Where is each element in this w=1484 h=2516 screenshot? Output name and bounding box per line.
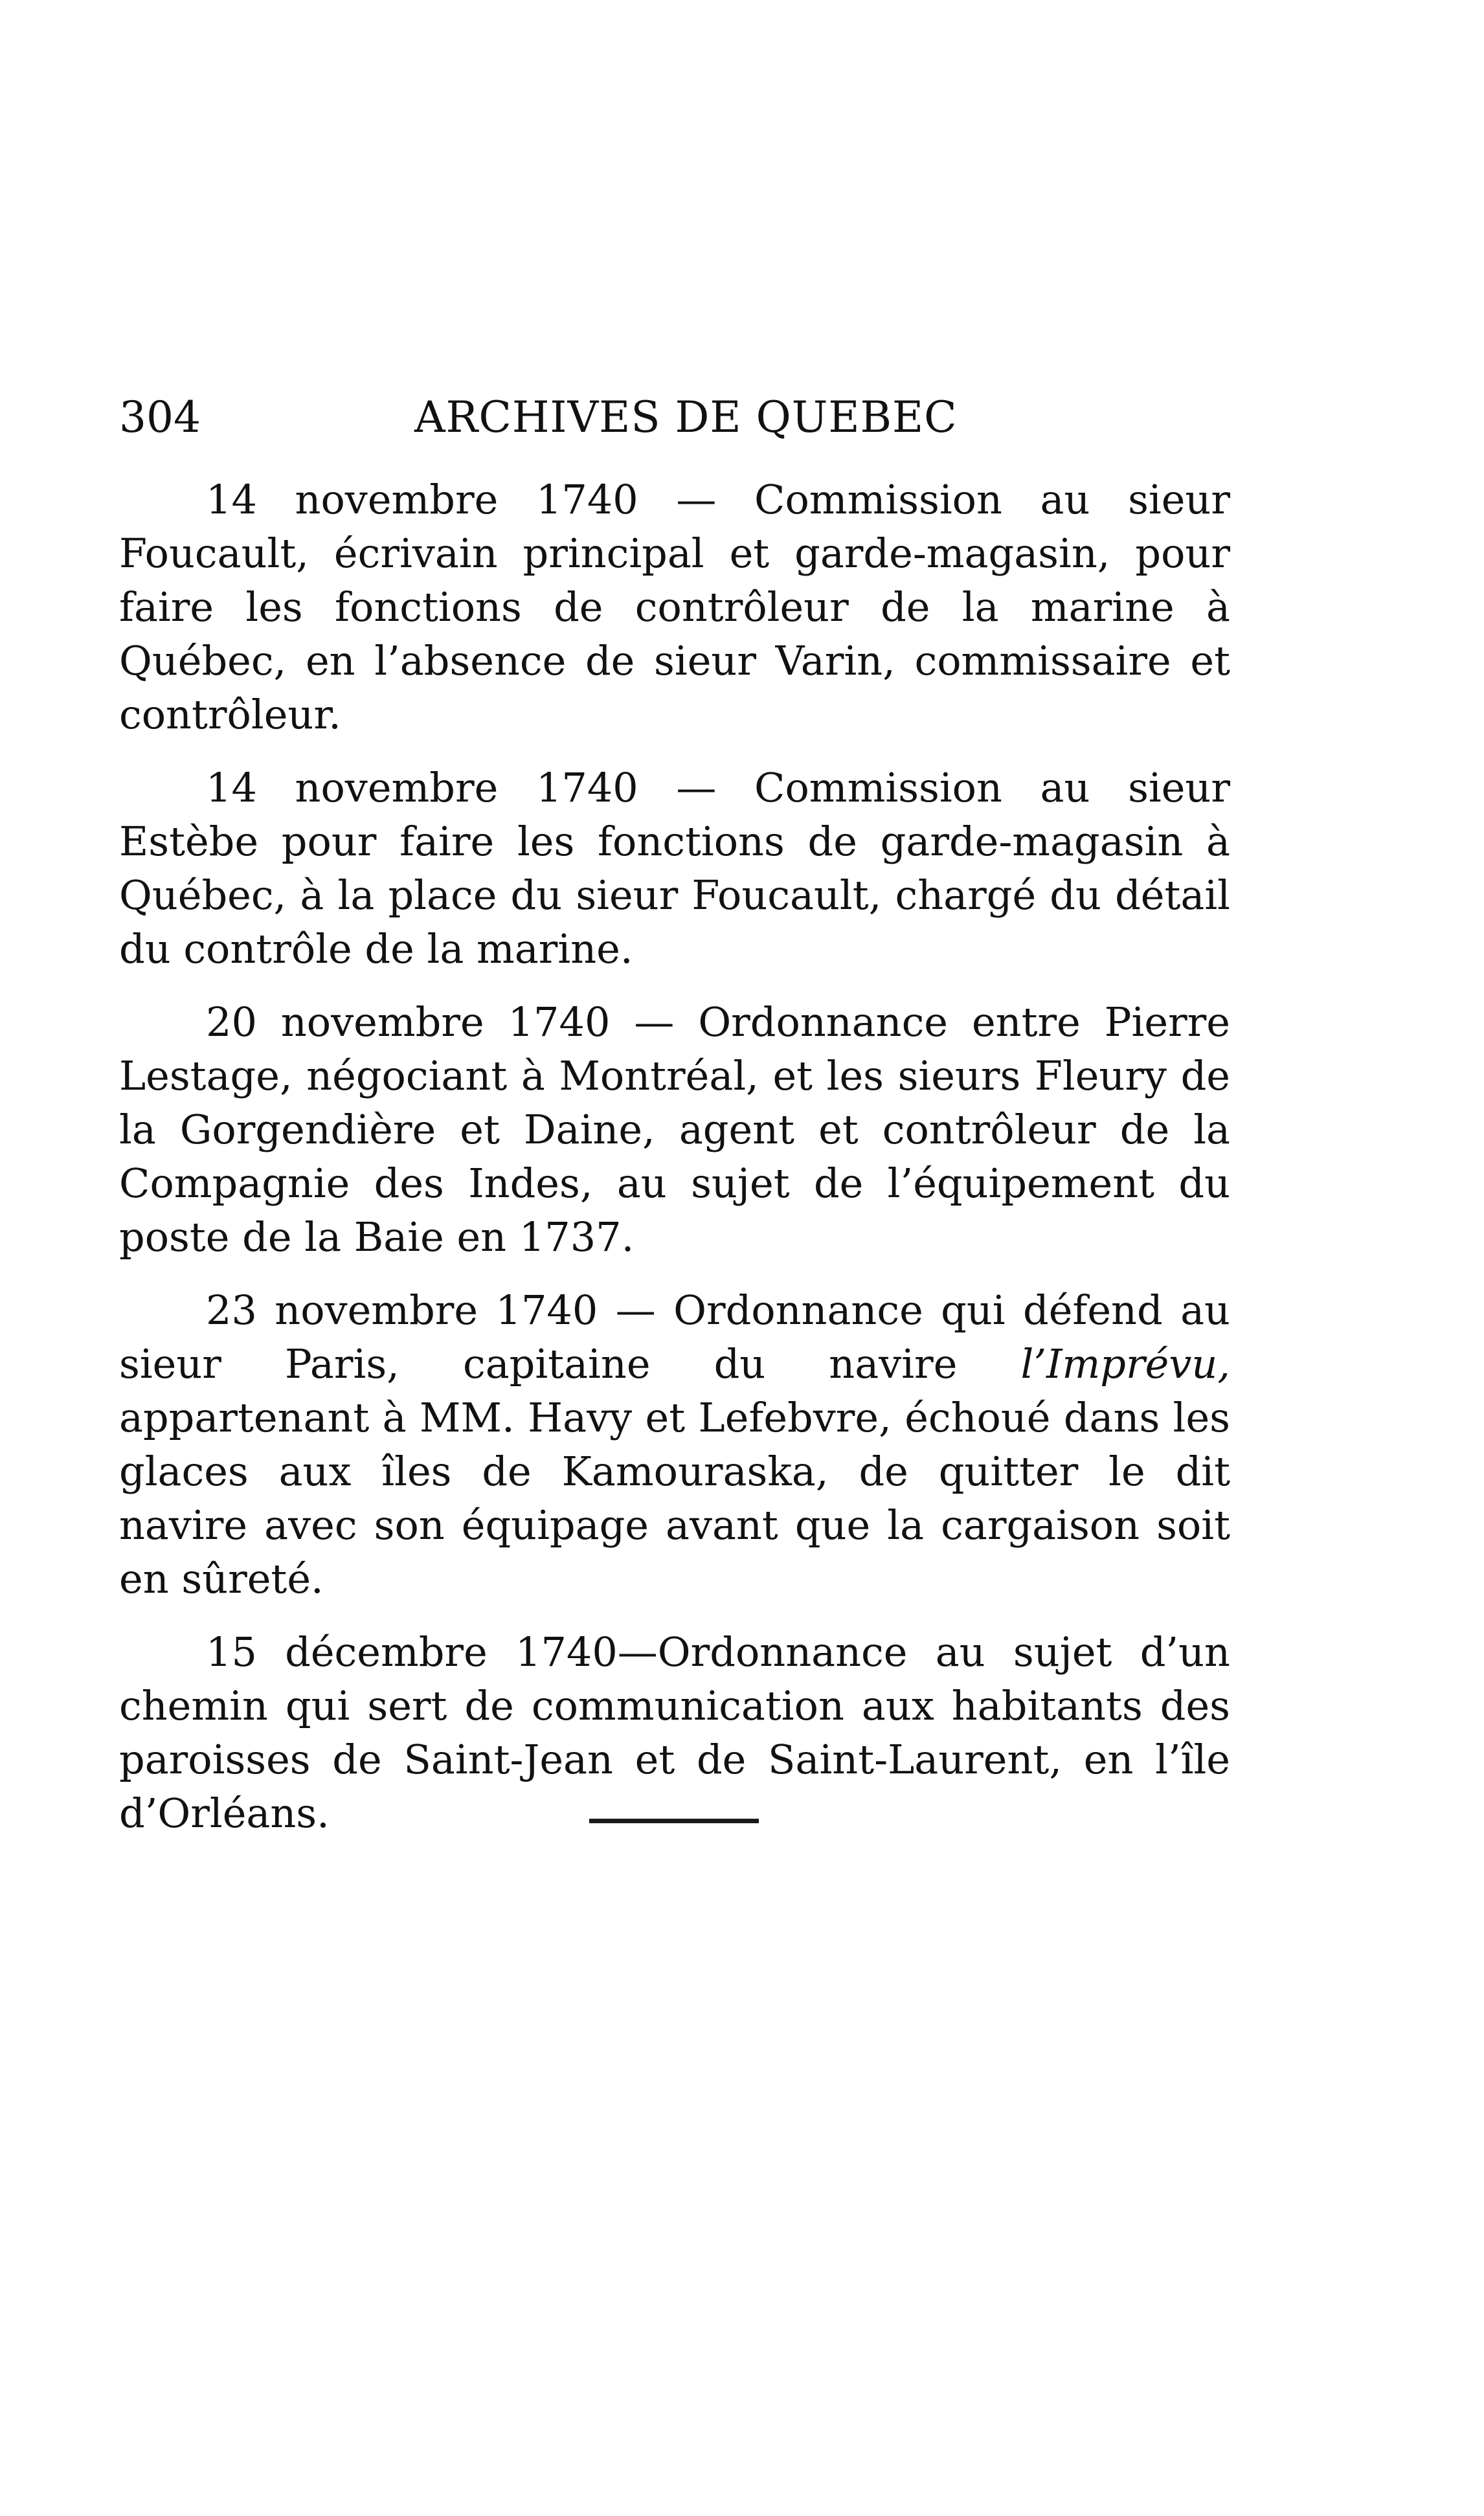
entry-commission-foucault: 14 novembre 1740 — Commission au sieur Foucault, écrivain principal et garde-magasin, pour faire les fonctions de contrôleur de la marine à Québec, en l’absence de sieur Varin, commissaire et contrôleur. — [119, 476, 1230, 738]
entry-ordonnance-lestage: 20 novembre 1740 — Ordonnance entre Pierre Lestage, négociant à Montréal, et les sieurs Fleury de la Gorgendière et Daine, agent et contrôleur de la Compagnie des Indes, au sujet de l’équipement du poste de la Baie en 1737. — [119, 998, 1230, 1261]
page-header — [0, 388, 1484, 447]
entry-text-after-ship: appartenant à MM. Havy et Lefebvre, échoué dans les glaces aux îles de Kamouraska, de quitter le dit navire avec son équipage avant que la cargaison soit en sûreté. — [119, 1394, 1230, 1602]
entry-text-before-ship: 23 novembre 1740 — Ordonnance qui défend au sieur Paris, capitaine du navire — [119, 1286, 1230, 1387]
page-number: 304 — [119, 392, 201, 442]
entries-list — [119, 473, 1230, 1859]
entry-ordonnance-chemin: 15 décembre 1740—Ordonnance au sujet d’un chemin qui sert de communication aux habitants des paroisses de Saint-Jean et de Saint-Laurent, en l’île d’Orléans. — [119, 1628, 1230, 1837]
section-end-rule — [589, 1819, 759, 1823]
running-title: ARCHIVES DE QUEBEC — [414, 392, 958, 442]
entry-commission-estebe: 14 novembre 1740 — Commission au sieur Estèbe pour faire les fonctions de garde-magasin à Québec, à la place du sieur Foucault, chargé du détail du contrôle de la marine. — [119, 764, 1230, 972]
entry-ordonnance-paris — [119, 1283, 1230, 1606]
ship-name: l’Imprévu, — [1020, 1340, 1230, 1387]
